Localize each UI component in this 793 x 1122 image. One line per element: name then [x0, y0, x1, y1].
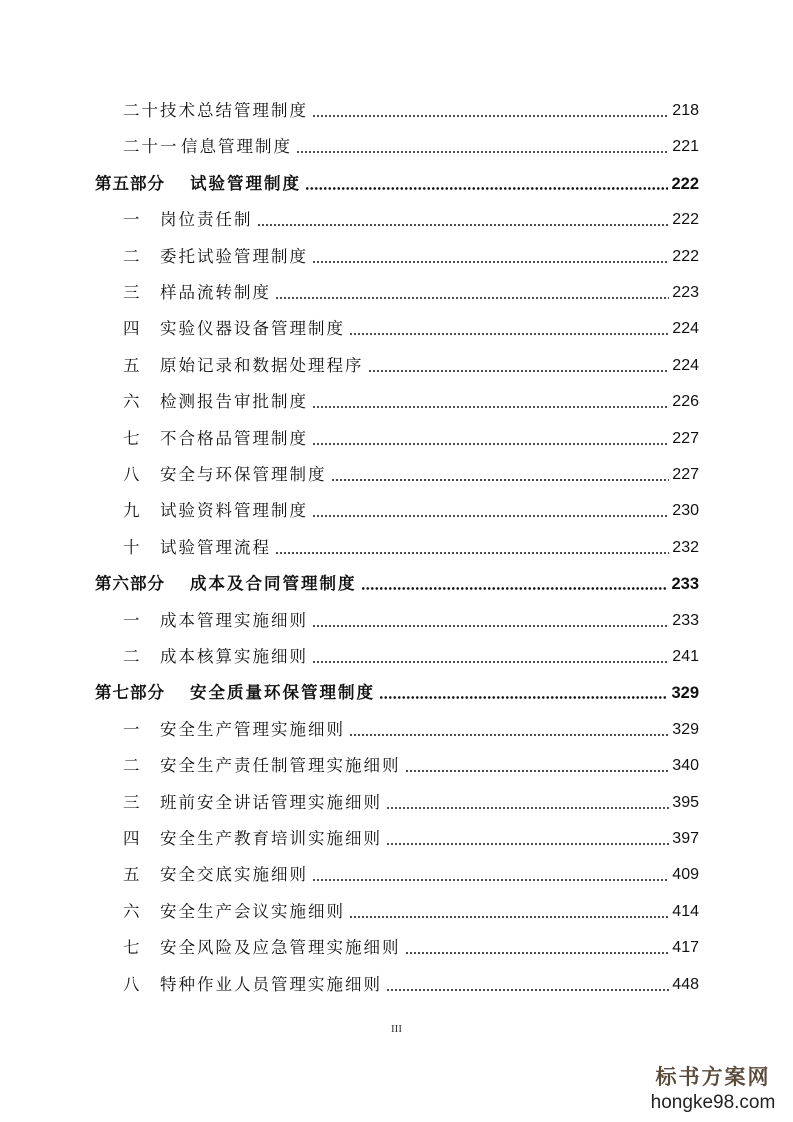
toc-entry-page: 227 — [672, 466, 699, 483]
toc-entry-number: 六 — [123, 901, 142, 921]
toc-entry-number: 四 — [123, 319, 142, 339]
toc-entry-page: 233 — [671, 575, 699, 594]
toc-entry-page: 230 — [672, 502, 699, 520]
dot-leader — [386, 989, 669, 991]
dot-leader — [349, 333, 669, 335]
toc-entry[interactable] — [123, 859, 699, 885]
toc-entry-number: 四 — [123, 829, 142, 848]
toc-entry-title: 成本及合同管理制度 — [190, 574, 357, 594]
toc-entry[interactable] — [123, 495, 699, 521]
toc-entry-number: 二十一 — [123, 137, 179, 157]
toc-entry-number: 二十 — [123, 101, 160, 120]
toc-entry-page: 395 — [672, 793, 699, 811]
toc-entry-number: 五 — [123, 355, 142, 375]
toc-entry-page: 226 — [672, 393, 699, 411]
toc-entry[interactable] — [123, 605, 699, 631]
toc-entry-number: 三 — [123, 792, 142, 812]
toc-entry-title: 安全生产责任制管理实施细则 — [160, 756, 401, 776]
toc-entry-number: 十 — [123, 537, 142, 557]
toc-entry-title: 成本核算实施细则 — [160, 647, 308, 666]
toc-entry-number: 一 — [123, 610, 142, 630]
dot-leader — [312, 406, 669, 408]
toc-entry[interactable] — [123, 350, 699, 376]
toc-entry-page: 222 — [671, 174, 699, 193]
toc-entry[interactable] — [123, 896, 699, 922]
toc-entry-title: 特种作业人员管理实施细则 — [160, 974, 382, 994]
toc-entry[interactable] — [123, 750, 699, 776]
toc-entry-number: 一 — [123, 210, 142, 230]
toc-entry-title: 安全生产管理实施细则 — [160, 719, 345, 739]
toc-entry-page: 448 — [672, 975, 699, 993]
toc-entry-number: 二 — [123, 246, 142, 266]
toc-entry-title: 样品流转制度 — [160, 283, 271, 302]
toc-entry[interactable] — [123, 714, 699, 740]
toc-entry[interactable] — [123, 95, 699, 121]
toc-entry-title: 检测报告审批制度 — [160, 392, 308, 412]
dot-leader — [312, 661, 669, 663]
toc-entry[interactable] — [123, 386, 699, 412]
toc-part-entry[interactable] — [95, 168, 699, 194]
toc-entry-title: 试验管理流程 — [160, 537, 271, 557]
toc-entry-page: 221 — [672, 138, 699, 156]
toc-entry[interactable] — [123, 241, 699, 267]
toc-entry-number: 三 — [123, 283, 142, 302]
dot-leader — [349, 916, 669, 918]
toc-entry-title: 原始记录和数据处理程序 — [160, 355, 364, 375]
toc-entry-number: 二 — [123, 756, 142, 776]
toc-entry-title: 安全生产会议实施细则 — [160, 901, 345, 921]
dot-leader — [312, 261, 669, 263]
dot-leader — [379, 696, 668, 699]
toc-entry-title: 安全与环保管理制度 — [160, 465, 327, 484]
toc-entry-page: 417 — [672, 939, 699, 957]
toc-entry-page: 409 — [672, 866, 699, 884]
dot-leader — [386, 843, 669, 845]
toc-entry-number: 九 — [123, 501, 142, 521]
dot-leader — [331, 479, 670, 481]
toc-entry-number: 一 — [123, 719, 142, 739]
toc-entry-title: 试验资料管理制度 — [160, 501, 308, 521]
toc-entry-title: 岗位责任制 — [160, 210, 253, 230]
toc-entry-number: 六 — [123, 392, 142, 412]
toc-entry[interactable] — [123, 823, 699, 849]
toc-part-entry[interactable] — [95, 677, 699, 703]
toc-entry[interactable] — [123, 277, 699, 303]
toc-entry-title: 安全风险及应急管理实施细则 — [160, 938, 401, 958]
toc-entry-page: 232 — [672, 538, 699, 556]
toc-entry[interactable] — [123, 969, 699, 995]
toc-entry-title: 安全生产教育培训实施细则 — [160, 829, 382, 848]
dot-leader — [368, 370, 670, 372]
toc-entry[interactable] — [123, 204, 699, 230]
dot-leader — [312, 625, 669, 627]
toc-entry-page: 227 — [672, 429, 699, 447]
dot-leader — [312, 115, 669, 117]
toc-entry-number: 七 — [123, 428, 142, 448]
toc-entry-page: 222 — [672, 211, 699, 229]
toc-entry-number: 五 — [123, 865, 142, 885]
toc-entry-page: 397 — [672, 830, 699, 847]
toc-entry-page: 218 — [672, 102, 699, 119]
dot-leader — [349, 734, 669, 736]
dot-leader — [305, 187, 668, 190]
toc-entry-page: 224 — [672, 320, 699, 338]
toc-entry-number: 第六部分 — [95, 574, 165, 594]
toc-entry-title: 安全质量环保管理制度 — [190, 683, 375, 703]
dot-leader — [275, 297, 669, 299]
dot-leader — [275, 552, 669, 554]
toc-entry-number: 七 — [123, 938, 142, 958]
toc-entry-title: 成本管理实施细则 — [160, 610, 308, 630]
dot-leader — [312, 879, 669, 881]
dot-leader — [405, 952, 670, 954]
toc-entry-title: 委托试验管理制度 — [160, 246, 308, 266]
toc-entry-title: 信息管理制度 — [181, 137, 292, 157]
toc-entry-page: 222 — [672, 247, 699, 265]
dot-leader — [312, 515, 669, 517]
dot-leader — [361, 587, 669, 590]
toc-entry[interactable] — [123, 641, 699, 667]
dot-leader — [257, 224, 670, 226]
toc-entry[interactable] — [123, 787, 699, 813]
toc-entry-number: 第五部分 — [95, 173, 165, 193]
page-number-footer: III — [391, 1023, 402, 1035]
toc-entry-page: 329 — [672, 720, 699, 738]
toc-entry-number: 二 — [123, 647, 142, 666]
toc-entry-page: 241 — [672, 648, 699, 665]
toc-entry[interactable] — [123, 131, 699, 157]
toc-part-entry[interactable] — [95, 568, 699, 594]
toc-entry-page: 224 — [672, 356, 699, 374]
watermark-site-name: 标书方案网 — [655, 1066, 771, 1089]
toc-entry-number: 八 — [123, 974, 142, 994]
toc-entry[interactable] — [123, 313, 699, 339]
toc-entry-title: 不合格品管理制度 — [160, 428, 308, 448]
toc-entry-page: 414 — [672, 902, 699, 920]
toc-entry-page: 233 — [672, 611, 699, 629]
toc-entry[interactable] — [123, 532, 699, 558]
dot-leader — [312, 443, 669, 445]
watermark-url: hongke98.com — [650, 1092, 776, 1113]
dot-leader — [296, 151, 669, 153]
toc-entry-title: 技术总结管理制度 — [160, 101, 308, 120]
toc-entry-number: 八 — [123, 465, 142, 484]
toc-entry[interactable] — [123, 932, 699, 958]
watermark-logo — [643, 1064, 783, 1114]
toc-entry[interactable] — [123, 459, 699, 485]
toc-entry-title: 试验管理制度 — [190, 173, 301, 193]
toc-entry-title: 班前安全讲话管理实施细则 — [160, 792, 382, 812]
toc-entry-number: 第七部分 — [95, 683, 165, 703]
toc-entry-title: 安全交底实施细则 — [160, 865, 308, 885]
toc-entry-page: 340 — [672, 757, 699, 775]
toc-entry-page: 223 — [672, 284, 699, 301]
dot-leader — [405, 770, 670, 772]
toc-entry-title: 实验仪器设备管理制度 — [160, 319, 345, 339]
toc-entry-page: 329 — [671, 684, 699, 703]
toc-entry[interactable] — [123, 423, 699, 449]
dot-leader — [386, 807, 669, 809]
